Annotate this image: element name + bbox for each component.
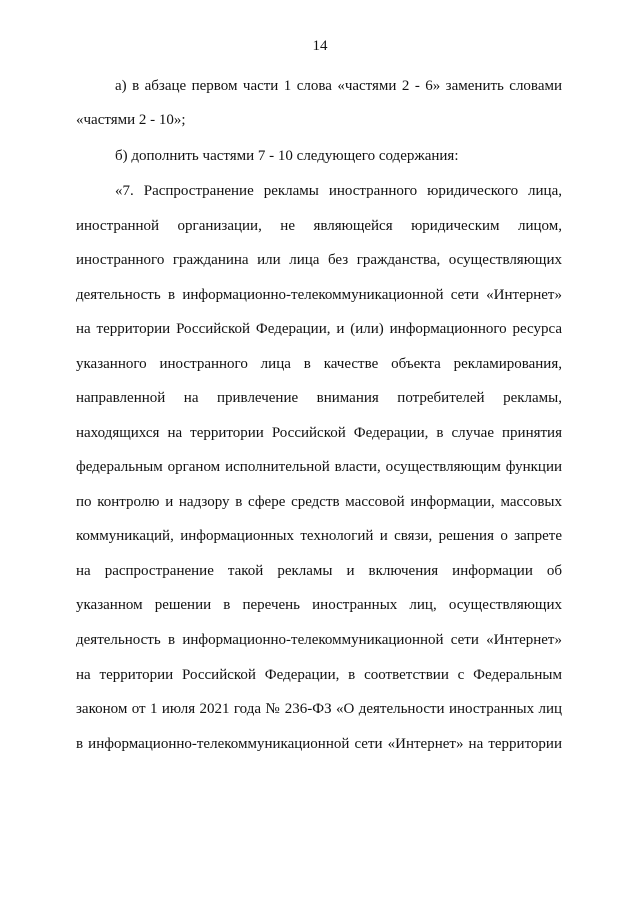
- text-line-20: в информационно-телекоммуникационной сети «Интернет» на территории: [76, 736, 562, 752]
- text-line-2: «частями 2 - 10»;: [76, 112, 186, 128]
- text-line-15: на распространение такой рекламы и включения информации об: [76, 563, 562, 579]
- text-line-5: иностранной организации, не являющейся юридическим лицом,: [76, 218, 562, 234]
- text-line-14: коммуникаций, информационных технологий и связи, решения о запрете: [76, 528, 562, 544]
- text-line-9: указанного иностранного лица в качестве объекта рекламирования,: [76, 356, 562, 372]
- text-line-11: находящихся на территории Российской Федерации, в случае принятия: [76, 425, 562, 441]
- text-line-7: деятельность в информационно-телекоммуникационной сети «Интернет»: [76, 287, 562, 303]
- text-line-17: деятельность в информационно-телекоммуникационной сети «Интернет»: [76, 632, 562, 648]
- text-line-16: указанном решении в перечень иностранных лиц, осуществляющих: [76, 597, 562, 613]
- text-line-3: б) дополнить частями 7 - 10 следующего содержания:: [115, 148, 459, 164]
- text-line-19: законом от 1 июля 2021 года № 236-ФЗ «О деятельности иностранных лиц: [76, 701, 562, 717]
- text-line-13: по контролю и надзору в сфере средств массовой информации, массовых: [76, 494, 562, 510]
- text-line-12: федеральным органом исполнительной власти, осуществляющим функции: [76, 459, 562, 475]
- text-line-1: а) в абзаце первом части 1 слова «частями 2 - 6» заменить словами: [115, 78, 562, 94]
- text-line-6: иностранного гражданина или лица без гражданства, осуществляющих: [76, 252, 562, 268]
- text-line-8: на территории Российской Федерации, и (или) информационного ресурса: [76, 321, 562, 337]
- text-line-18: на территории Российской Федерации, в соответствии с Федеральным: [76, 667, 562, 683]
- text-line-10: направленной на привлечение внимания потребителей рекламы,: [76, 390, 562, 406]
- text-line-4: «7. Распространение рекламы иностранного юридического лица,: [115, 183, 562, 199]
- page-number: 14: [312, 38, 328, 54]
